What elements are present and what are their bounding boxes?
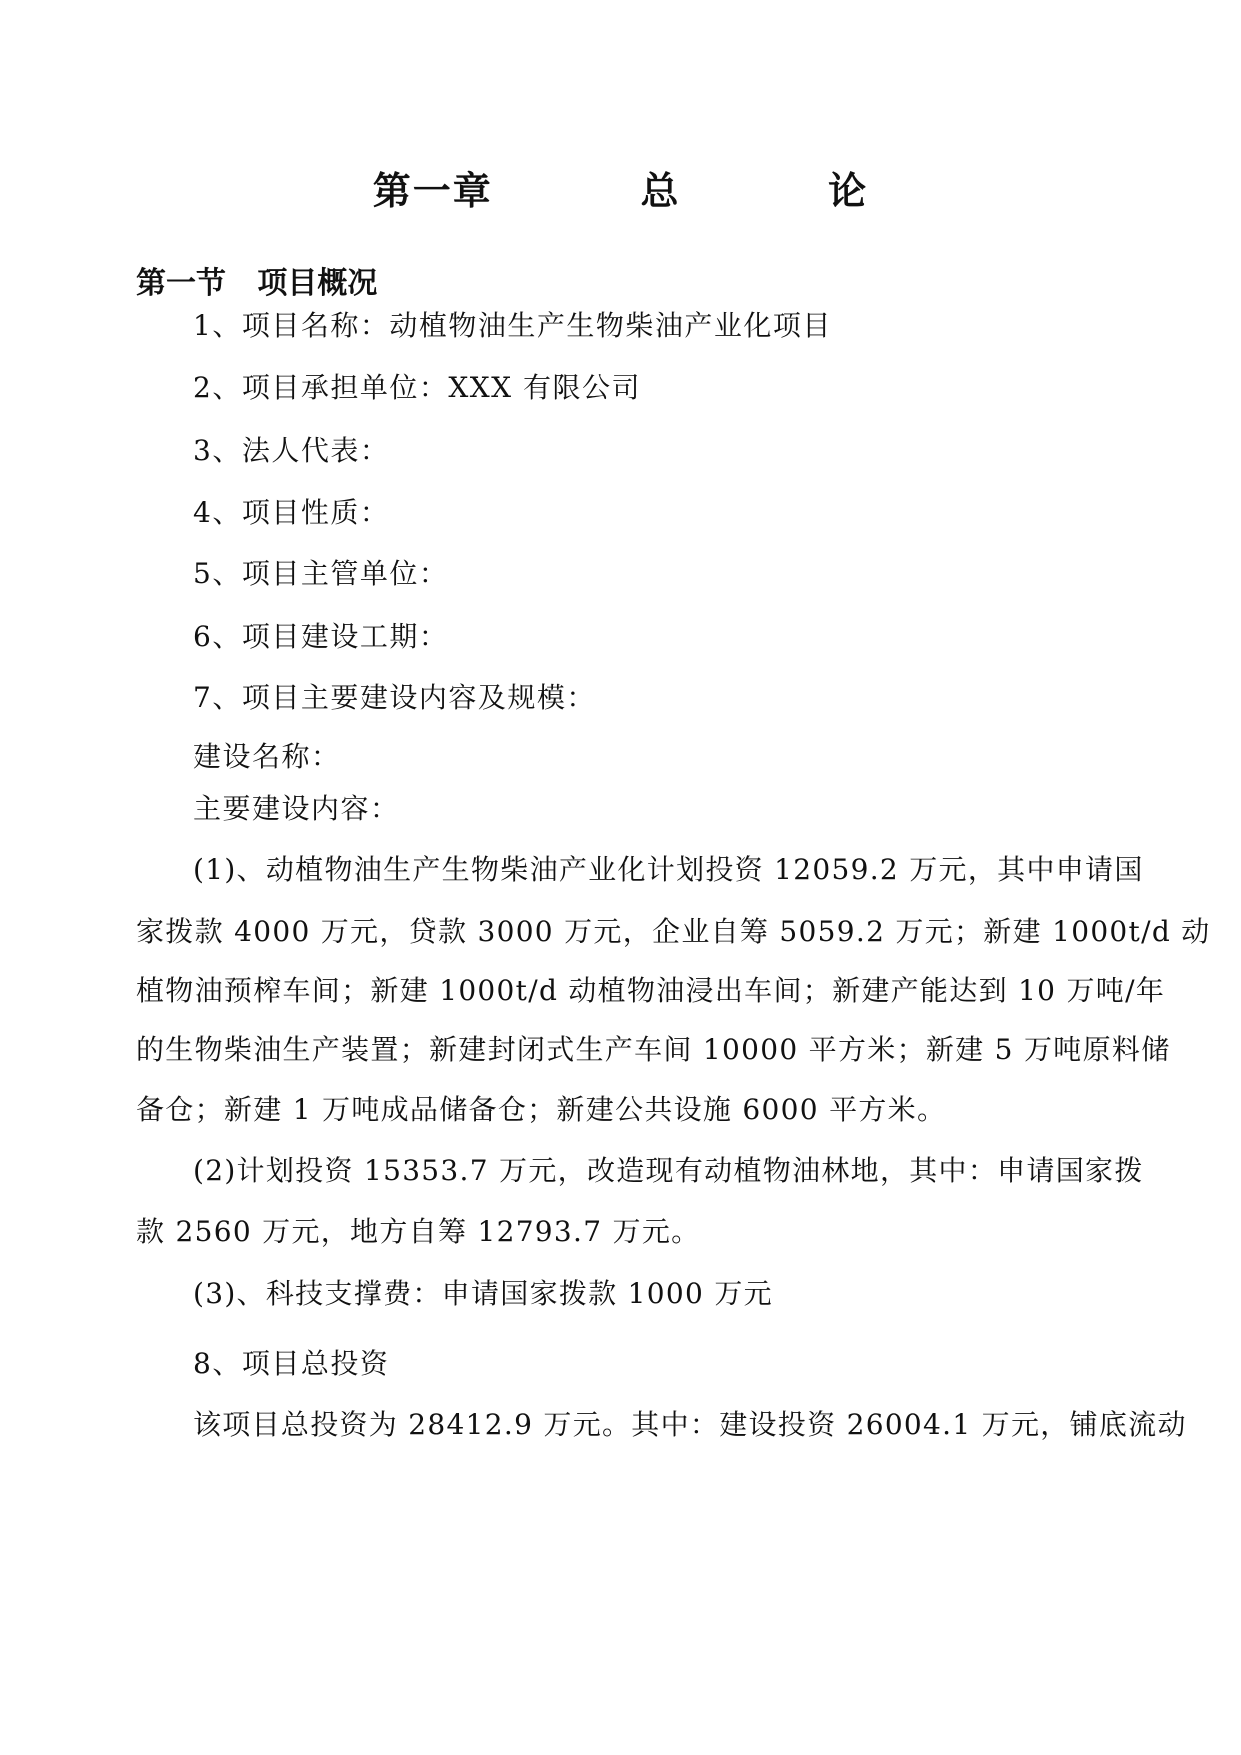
content1-line: (1)、动植物油生产生物柴油产业化计划投资 12059.2 万元，其中申请国 xyxy=(193,853,1144,886)
legal-representative-item: 3、法人代表： xyxy=(193,434,390,467)
content2-line: 款 2560 万元，地方自筹 12793.7 万元。 xyxy=(136,1215,701,1248)
main-content-label: 主要建设内容： xyxy=(193,792,400,825)
content1-line: 的生物柴油生产装置；新建封闭式生产车间 10000 平方米；新建 5 万吨原料储 xyxy=(136,1033,1171,1066)
content3-line: (3)、科技支撑费：申请国家拨款 1000 万元 xyxy=(193,1277,773,1310)
chapter-title: 第一章 总 论 xyxy=(372,169,869,213)
supervising-unit-item: 5、项目主管单位： xyxy=(193,557,449,590)
total-investment-heading: 8、项目总投资 xyxy=(193,1347,390,1380)
build-name-label: 建设名称： xyxy=(193,740,341,773)
total-investment-text: 该项目总投资为 28412.9 万元。其中：建设投资 26004.1 万元，铺底流动 xyxy=(193,1408,1187,1441)
construction-period-item: 6、项目建设工期： xyxy=(193,620,449,653)
content1-line: 备仓；新建 1 万吨成品储备仓；新建公共设施 6000 平方米。 xyxy=(136,1093,947,1126)
content1-line: 家拨款 4000 万元，贷款 3000 万元，企业自筹 5059.2 万元；新建 1000t/d 动 xyxy=(136,915,1211,948)
content1-line: 植物油预榨车间；新建 1000t/d 动植物油浸出车间；新建产能达到 10 万吨/年 xyxy=(136,974,1166,1007)
project-nature-item: 4、项目性质： xyxy=(193,496,390,529)
section-title: 第一节 项目概况 xyxy=(136,266,378,301)
project-name-item: 1、项目名称：动植物油生产生物柴油产业化项目 xyxy=(193,309,832,342)
project-undertaker-item: 2、项目承担单位：XXX 有限公司 xyxy=(193,371,642,404)
construction-content-scale-item: 7、项目主要建设内容及规模： xyxy=(193,681,596,714)
content2-line: (2)计划投资 15353.7 万元，改造现有动植物油林地，其中：申请国家拨 xyxy=(193,1154,1144,1187)
